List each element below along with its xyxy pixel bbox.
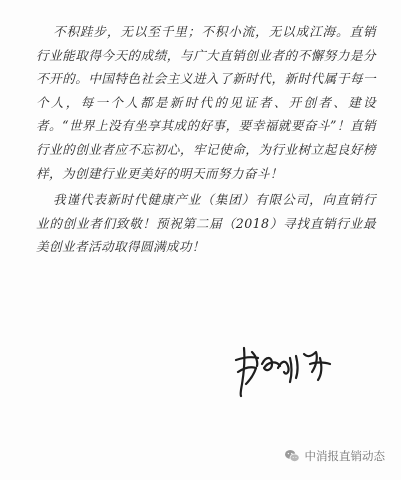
letter-paragraph-2: 我谨代表新时代健康产业（集团）有限公司，向直销行业的创业者们致敬！预祝第二届（2018）寻找直销行业最美创业者活动取得圆满成功！	[36, 192, 376, 255]
letter-body	[36, 20, 376, 259]
watermark	[284, 446, 386, 466]
watermark-text: 中消报直销动态	[304, 449, 385, 463]
handwritten-signature	[232, 338, 342, 398]
wechat-icon	[284, 448, 300, 464]
letter-paragraph-1: 不积跬步，无以至千里；不积小流，无以成江海。直销行业能取得今天的成绩，与广大直销创业者的不懈努力是分不开的。中国特色社会主义进入了新时代，新时代属于每一个人，每一个人都是新时代的见证者、开创者、建设者。“世界上没有坐享其成的好事，要幸福就要奋斗”！直销行业的创业者应不忘初心，牢记使命，为行业树立起良好榜样，为创建行业更美好的明天而努力奋斗！	[36, 24, 376, 181]
